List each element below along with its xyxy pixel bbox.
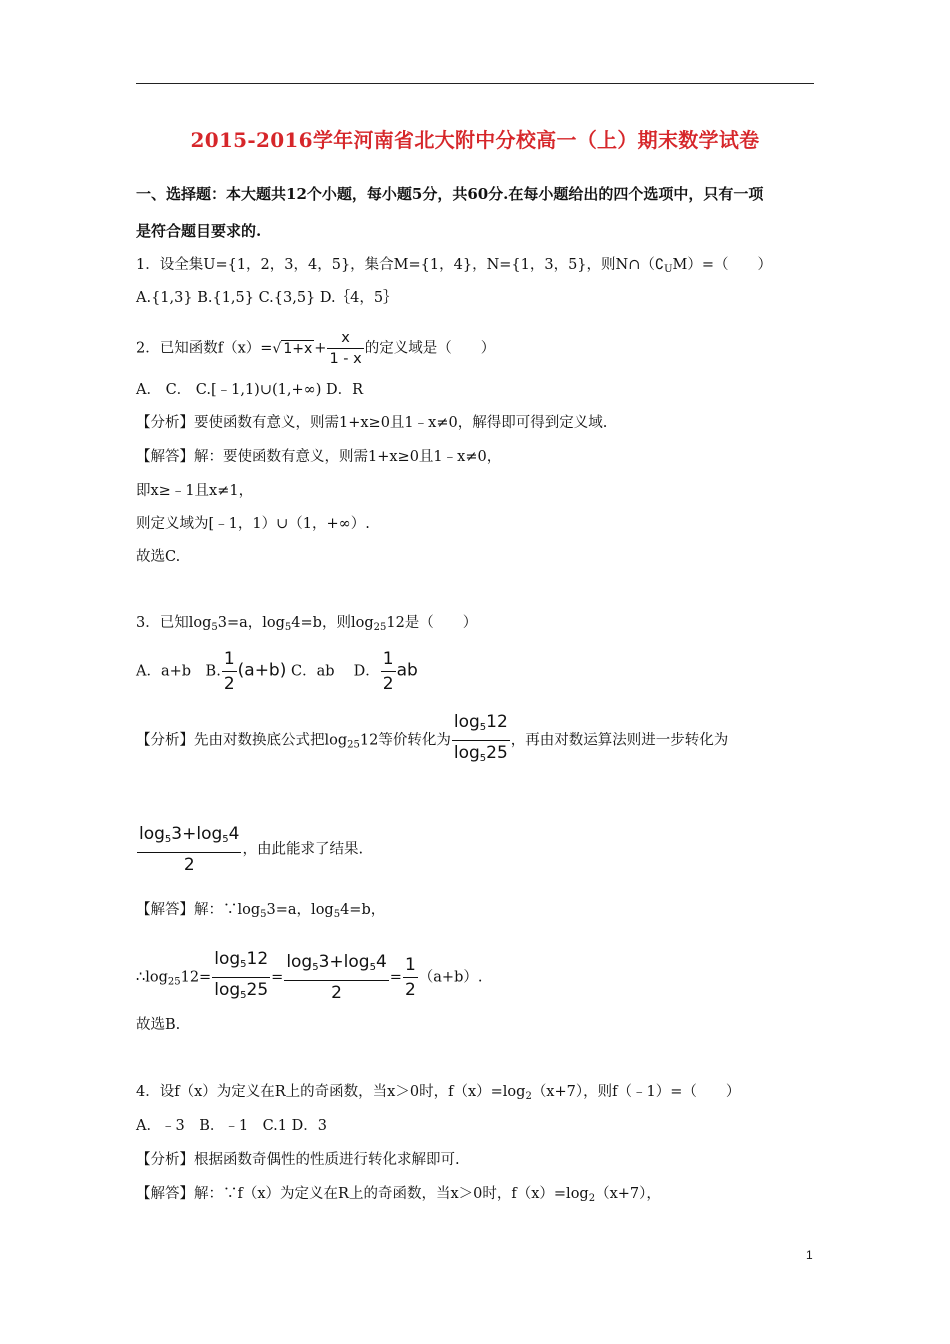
q3-stem-b: 3=a，log bbox=[217, 615, 285, 631]
q3-option-c: C．ab D． bbox=[290, 663, 380, 680]
fraction-one-half-d bbox=[381, 647, 396, 696]
question-2-answer-line-1: 【解答】解：要使函数有意义，则需1+x≥0且1﹣x≠0， bbox=[136, 449, 502, 465]
fraction-one-half bbox=[222, 647, 237, 696]
fraction-numerator: x bbox=[327, 328, 363, 349]
half-numerator: 1 bbox=[222, 647, 237, 672]
q2-stem-a: 2．已知函数f（x）= bbox=[136, 340, 273, 357]
log-sum-numerator: $\log_53+\log_54$ bbox=[137, 822, 241, 853]
section-heading-line-1: 一、选择题：本大题共12个小题，每小题5分，共60分.在每小题给出的四个选项中，只有一项 bbox=[136, 185, 764, 203]
q3-option-d-tail: ab bbox=[396, 660, 418, 681]
question-2-answer-line-4: 故选C. bbox=[136, 549, 181, 565]
q1-stem-b: M）=（ ） bbox=[672, 257, 773, 273]
fraction-denominator: 1 - x bbox=[329, 351, 362, 367]
q3-sub-2: 5 bbox=[284, 622, 292, 633]
log25-denominator: $\log_525$ bbox=[453, 743, 508, 764]
question-2-options: A． C． C.[﹣1,1)∪(1,+∞) D．R bbox=[136, 382, 364, 398]
q3-stem-a: 3．已知log bbox=[136, 615, 212, 631]
answer-fraction-log12-over-log25: $\frac{\log_512}{\log_525}$ bbox=[214, 949, 269, 1001]
complement-symbol: ∁ bbox=[654, 257, 665, 273]
page-title: 2015-2016学年河南省北大附中分校高一（上）期末数学试卷 bbox=[190, 128, 760, 152]
question-4-stem: 4．设f（x）为定义在R上的奇函数，当x＞0时，$f(x)=\log_2(x+7)$，则f（﹣1）=（ ） bbox=[136, 1084, 741, 1102]
header-rule bbox=[136, 83, 814, 84]
question-2-stem bbox=[136, 328, 495, 369]
q3-option-b-tail: (a+b) bbox=[237, 660, 287, 681]
q3-stem-c: 4=b，则log bbox=[291, 615, 374, 631]
question-3-stem bbox=[136, 613, 477, 638]
log12-numerator: $\log_512$ bbox=[452, 710, 510, 741]
half-numerator-d: 1 bbox=[381, 647, 396, 672]
question-3-options bbox=[136, 647, 418, 696]
question-4-analysis: 【分析】根据函数奇偶性的性质进行转化求解即可. bbox=[136, 1152, 460, 1168]
question-2-answer-line-2: 即x≥﹣1且x≠1， bbox=[136, 483, 254, 499]
question-1-stem bbox=[136, 255, 772, 280]
q3-sub-1: 5 bbox=[211, 622, 218, 633]
fraction-log12-over-log25 bbox=[452, 710, 510, 771]
question-3-answer-line-3: 故选B. bbox=[136, 1017, 181, 1033]
question-3-answer-line-1: 【解答】解：$\because\log_53=a$，$\log_54=b$， bbox=[136, 902, 386, 920]
question-4-options: A．﹣3 B．﹣1 C.1 D．3 bbox=[136, 1118, 327, 1134]
section-heading-line-2: 是符合题目要求的. bbox=[136, 222, 262, 240]
q3-analysis-b: 12等价转化为 bbox=[359, 732, 451, 749]
half-denominator: 2 bbox=[223, 674, 235, 694]
q1-stem-a: 1．设全集U={1，2，3，4，5}，集合M={1，4}，N={1，3，5}，则N∩（ bbox=[136, 257, 655, 273]
answer-fraction-one-half: $\frac{1}{2}$ bbox=[404, 955, 416, 1000]
question-4-answer: 【解答】解：∵f（x）为定义在R上的奇函数，当x＞0时，$f(x)=\log_2(x+7)$， bbox=[136, 1186, 661, 1204]
question-3-analysis bbox=[136, 710, 728, 771]
q3-option-a: A．a+b B. bbox=[136, 663, 221, 680]
sqrt-radicand: 1+x bbox=[283, 340, 313, 357]
question-2-answer-line-3: 则定义域为[﹣1，1）∪（1，+∞）. bbox=[136, 516, 370, 532]
q3-stem-d: 12是（ ） bbox=[386, 615, 478, 631]
q3-analysis-c: ，再由对数运算法则进一步转化为 bbox=[510, 732, 729, 749]
question-3-answer-line-2: $\therefore\log_{25}12=$ $\frac{\log_512}{\log_525}$ = $\frac{\log_53+\log_54}{2}$ = $\frac{1}{2}$ （a+b）. bbox=[136, 947, 482, 1008]
q3-analysis-a: 【分析】先由对数换底公式把log bbox=[136, 732, 348, 749]
question-1-options: A.{1,3} B.{1,5} C.{3,5} D.｛4，5｝ bbox=[136, 290, 398, 306]
log-sum-denominator: 2 bbox=[183, 855, 195, 875]
answer-fraction-log-sum-over-2: $\frac{\log_53+\log_54}{2}$ bbox=[286, 952, 387, 1003]
q3-analysis-d: ，由此能求了结果. bbox=[242, 841, 364, 858]
complement-subscript: U bbox=[664, 264, 673, 275]
fraction-x-over-1-minus-x bbox=[327, 328, 363, 369]
q3-analysis-sub: 25 bbox=[347, 739, 360, 751]
q2-stem-b: 的定义域是（ ） bbox=[364, 340, 496, 357]
question-3-analysis-cont bbox=[136, 822, 363, 877]
sqrt-expression: √ 1+x bbox=[272, 340, 313, 357]
half-denominator-d: 2 bbox=[382, 674, 394, 694]
q3-sub-3: 25 bbox=[373, 622, 387, 633]
fraction-log-sum-over-2 bbox=[137, 822, 241, 877]
page-number: 1 bbox=[806, 1248, 813, 1262]
plus-sign: + bbox=[314, 340, 327, 357]
question-2-analysis: 【分析】要使函数有意义，则需1+x≥0且1﹣x≠0，解得即可得到定义域. bbox=[136, 415, 608, 431]
